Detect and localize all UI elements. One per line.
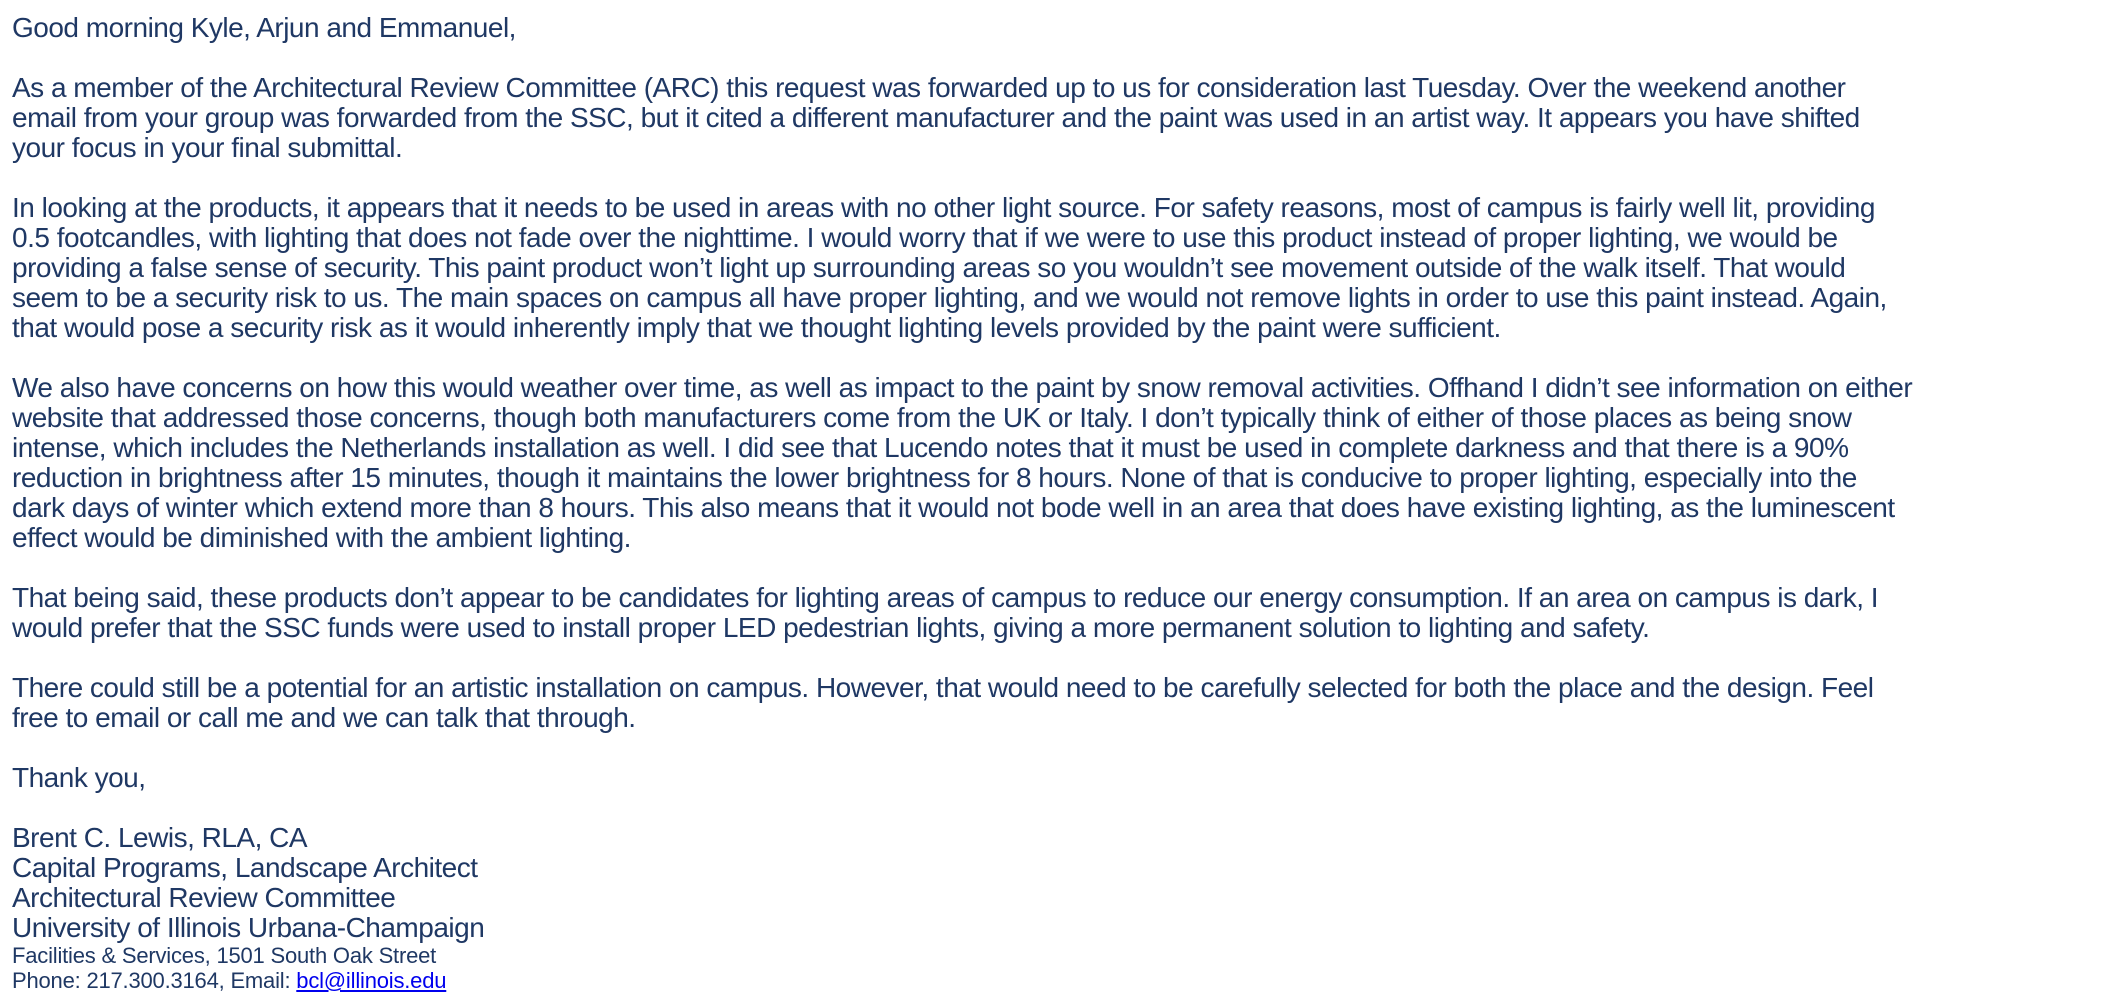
paragraph-line: reduction in brightness after 15 minutes, though it maintains the lower brightness for 8 hours. None of that is conducive to proper lighting, especially into the (12, 462, 1857, 493)
paragraph-line: 0.5 footcandles, with lighting that does not fade over the nighttime. I would worry that if we were to use this product instead of proper lighting, we would be (12, 222, 1838, 253)
email-paragraph-1 (12, 73, 2102, 163)
signature-title: Capital Programs, Landscape Architect (12, 852, 478, 883)
email-paragraph-4 (12, 583, 2102, 643)
paragraph-line: We also have concerns on how this would weather over time, as well as impact to the paint by snow removal activities. Offhand I didn’t see information on either (12, 372, 1913, 403)
email-body (12, 13, 2102, 993)
paragraph-line: That being said, these products don’t appear to be candidates for lighting areas of campus to reduce our energy consumption. If an area on campus is dark, I (12, 582, 1879, 613)
signature-email-link[interactable]: bcl@illinois.edu (296, 968, 447, 993)
email-signature (12, 823, 2102, 993)
paragraph-line: providing a false sense of security. This paint product won’t light up surrounding areas so you wouldn’t see movement outside of the walk itself. That would (12, 252, 1846, 283)
paragraph-line: dark days of winter which extend more than 8 hours. This also means that it would not bode well in an area that does have existing lighting, as the luminescent (12, 492, 1895, 523)
paragraph-line: your focus in your final submittal. (12, 132, 403, 163)
paragraph-line: would prefer that the SSC funds were used to install proper LED pedestrian lights, giving a more permanent solution to lighting and safety. (12, 612, 1650, 643)
paragraph-line: There could still be a potential for an artistic installation on campus. However, that would need to be carefully selected for both the place and the design. Feel (12, 672, 1874, 703)
paragraph-line: As a member of the Architectural Review Committee (ARC) this request was forwarded up to us for consideration last Tuesday. Over the weekend another (12, 72, 1846, 103)
signature-contact-prefix: Phone: 217.300.3164, Email: (12, 968, 297, 993)
paragraph-line: email from your group was forwarded from the SSC, but it cited a different manufacturer and the paint was used in an artist way. It appears you have shifted (12, 102, 1860, 133)
paragraph-line: that would pose a security risk as it would inherently imply that we thought lighting levels provided by the paint were sufficient. (12, 312, 1501, 343)
paragraph-line: seem to be a security risk to us. The main spaces on campus all have proper lighting, and we would not remove lights in order to use this paint instead. Again, (12, 282, 1887, 313)
signature-committee: Architectural Review Committee (12, 882, 396, 913)
signature-address: Facilities & Services, 1501 South Oak Street (12, 943, 437, 968)
email-paragraph-5 (12, 673, 2102, 733)
signature-contact (12, 968, 2102, 993)
paragraph-line: In looking at the products, it appears that it needs to be used in areas with no other light source. For safety reasons, most of campus is fairly well lit, providing (12, 192, 1875, 223)
email-closing: Thank you, (12, 762, 146, 793)
paragraph-line: intense, which includes the Netherlands installation as well. I did see that Lucendo notes that it must be used in complete darkness and that there is a 90% (12, 432, 1849, 463)
signature-university: University of Illinois Urbana-Champaign (12, 912, 485, 943)
paragraph-line: effect would be diminished with the ambient lighting. (12, 522, 631, 553)
paragraph-line: free to email or call me and we can talk that through. (12, 702, 636, 733)
email-paragraph-3 (12, 373, 2102, 553)
email-greeting: Good morning Kyle, Arjun and Emmanuel, (12, 12, 516, 43)
email-paragraph-2 (12, 193, 2102, 343)
signature-name: Brent C. Lewis, RLA, CA (12, 822, 308, 853)
paragraph-line: website that addressed those concerns, though both manufacturers come from the UK or Italy. I don’t typically think of either of those places as being snow (12, 402, 1852, 433)
